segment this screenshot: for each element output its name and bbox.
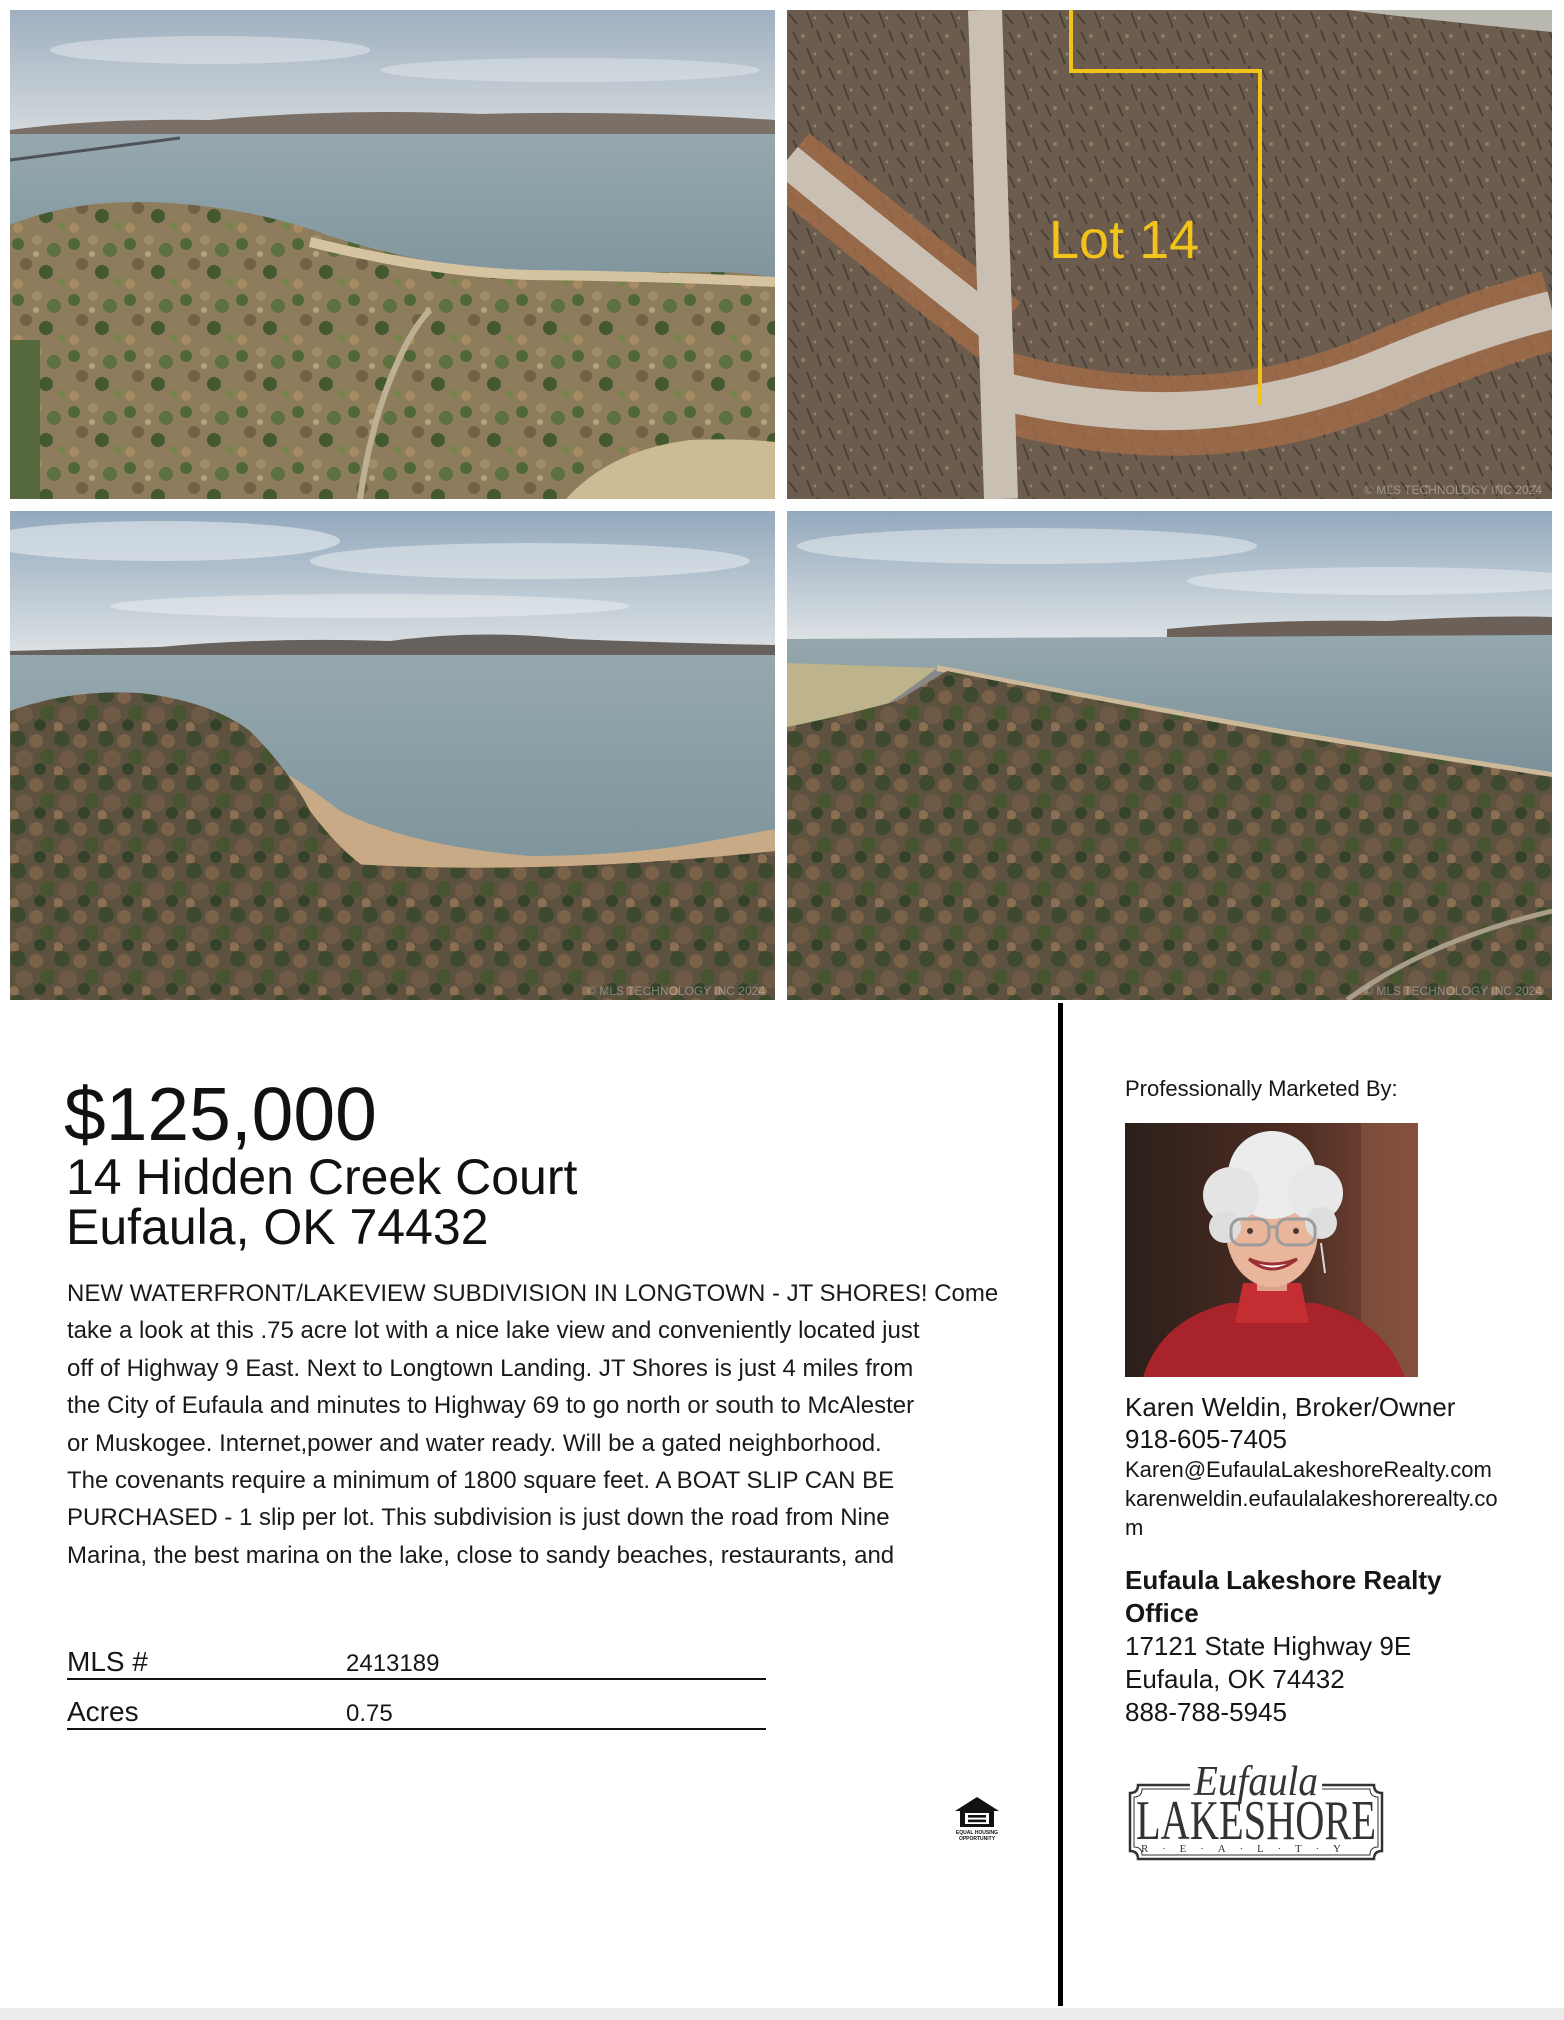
photo-watermark: © MLS TECHNOLOGY INC 2024: [1364, 483, 1542, 497]
equal-housing-opportunity-icon: [952, 1794, 1002, 1842]
office-info: [1125, 1564, 1465, 1729]
description-line: Marina, the best marina on the lake, close to sandy beaches, restaurants, and: [67, 1541, 895, 1569]
detail-label: MLS #: [67, 1646, 148, 1677]
equals-bar-bottom: [968, 1820, 986, 1823]
photo-watermark: © MLS TECHNOLOGY INC 2024: [1364, 984, 1542, 998]
equals-bar-top: [968, 1815, 986, 1818]
listing-price: $125,000: [64, 1072, 377, 1156]
equal-housing-graphic: [952, 1794, 1002, 1842]
detail-value: 2413189: [346, 1650, 440, 1677]
photo-watermark: © MLS TECHNOLOGY INC 2024: [587, 984, 765, 998]
eye: [1247, 1228, 1253, 1234]
detail-label: Acres: [67, 1696, 139, 1727]
listing-photo-lake-overview: [10, 10, 775, 499]
lot-label: Lot 14: [1049, 210, 1200, 270]
description-line: or Muskogee. Internet,power and water ready. Will be a gated neighborhood.: [67, 1429, 882, 1457]
detail-row-acres: [67, 1680, 766, 1730]
listing-photo-cove: [10, 511, 775, 1000]
agent-name: Karen Weldin, Broker/Owner: [1125, 1392, 1456, 1422]
road-vertical: [985, 10, 1001, 499]
cloud: [797, 528, 1257, 564]
hair: [1209, 1211, 1241, 1243]
description-line: off of Highway 9 East. Next to Longtown Landing. JT Shores is just 4 miles from: [67, 1354, 914, 1382]
listing-photo-3-graphic: [10, 511, 775, 1000]
marketed-by-label: Professionally Marketed By:: [1125, 1076, 1398, 1101]
equal-housing-text: EQUAL HOUSING: [955, 1830, 999, 1836]
listing-details-table: [67, 1630, 766, 1730]
hair: [1305, 1207, 1337, 1239]
brokerage-logo: [1128, 1755, 1384, 1861]
logo-sub-text: R·E·A·L·T·Y: [1141, 1843, 1341, 1855]
agent-email: Karen@EufaulaLakeshoreRealty.com: [1125, 1457, 1492, 1482]
listing-description: [67, 1275, 1052, 1574]
detail-value: 0.75: [346, 1700, 393, 1727]
description-line: NEW WATERFRONT/LAKEVIEW SUBDIVISION IN LONGTOWN - JT SHORES! Come: [67, 1280, 999, 1307]
agent-photo: [1125, 1123, 1418, 1377]
agent-website: karenweldin.eufaulalakeshorerealty.com: [1125, 1486, 1498, 1540]
page-bottom-edge: [0, 2008, 1564, 2020]
description-line: The covenants require a minimum of 1800 square feet. A BOAT SLIP CAN BE: [67, 1467, 895, 1495]
listing-address: [66, 1149, 578, 1255]
tree-line: [10, 340, 40, 499]
logo-main-text: LAKESHORE: [1136, 1790, 1376, 1852]
listing-photo-aerial-lot: [787, 10, 1552, 499]
foreground-trees: [10, 851, 775, 1000]
agent-portrait: [1125, 1123, 1418, 1377]
office-address-street: 17121 State Highway 9E: [1125, 1631, 1412, 1661]
logo-script-text: Eufaula: [1193, 1759, 1318, 1805]
address-street: 14 Hidden Creek Court: [66, 1149, 578, 1205]
office-address-city: Eufaula, OK 74432: [1125, 1664, 1345, 1694]
listing-photo-4-graphic: [787, 511, 1552, 1000]
house-window: [965, 1813, 989, 1824]
description-line: the City of Eufaula and minutes to Highway 69 to go north or south to McAlester: [67, 1392, 915, 1420]
cloud: [50, 36, 370, 64]
description-line: PURCHASED - 1 slip per lot. This subdivision is just down the road from Nine: [67, 1504, 890, 1532]
eye: [1293, 1228, 1299, 1234]
cloud: [310, 543, 750, 579]
listing-photo-1-graphic: [10, 10, 775, 499]
listing-photo-wooded-lakefront: [787, 511, 1552, 1000]
agent-contact: [1125, 1391, 1525, 1542]
cloud: [380, 58, 760, 82]
agent-phone: 918-605-7405: [1125, 1424, 1287, 1454]
listing-photo-2-graphic: [787, 10, 1552, 499]
office-phone: 888-788-5945: [1125, 1697, 1287, 1727]
detail-row-mls: [67, 1630, 766, 1680]
equal-housing-text: OPPORTUNITY: [958, 1836, 996, 1842]
description-line: take a look at this .75 acre lot with a nice lake view and conveniently located just: [67, 1317, 920, 1345]
cloud: [110, 594, 630, 618]
column-divider: [1058, 1003, 1063, 2006]
address-city: Eufaula, OK 74432: [66, 1199, 489, 1255]
brokerage-logo-graphic: [1128, 1755, 1384, 1861]
office-name: Eufaula Lakeshore Realty Office: [1125, 1565, 1442, 1628]
